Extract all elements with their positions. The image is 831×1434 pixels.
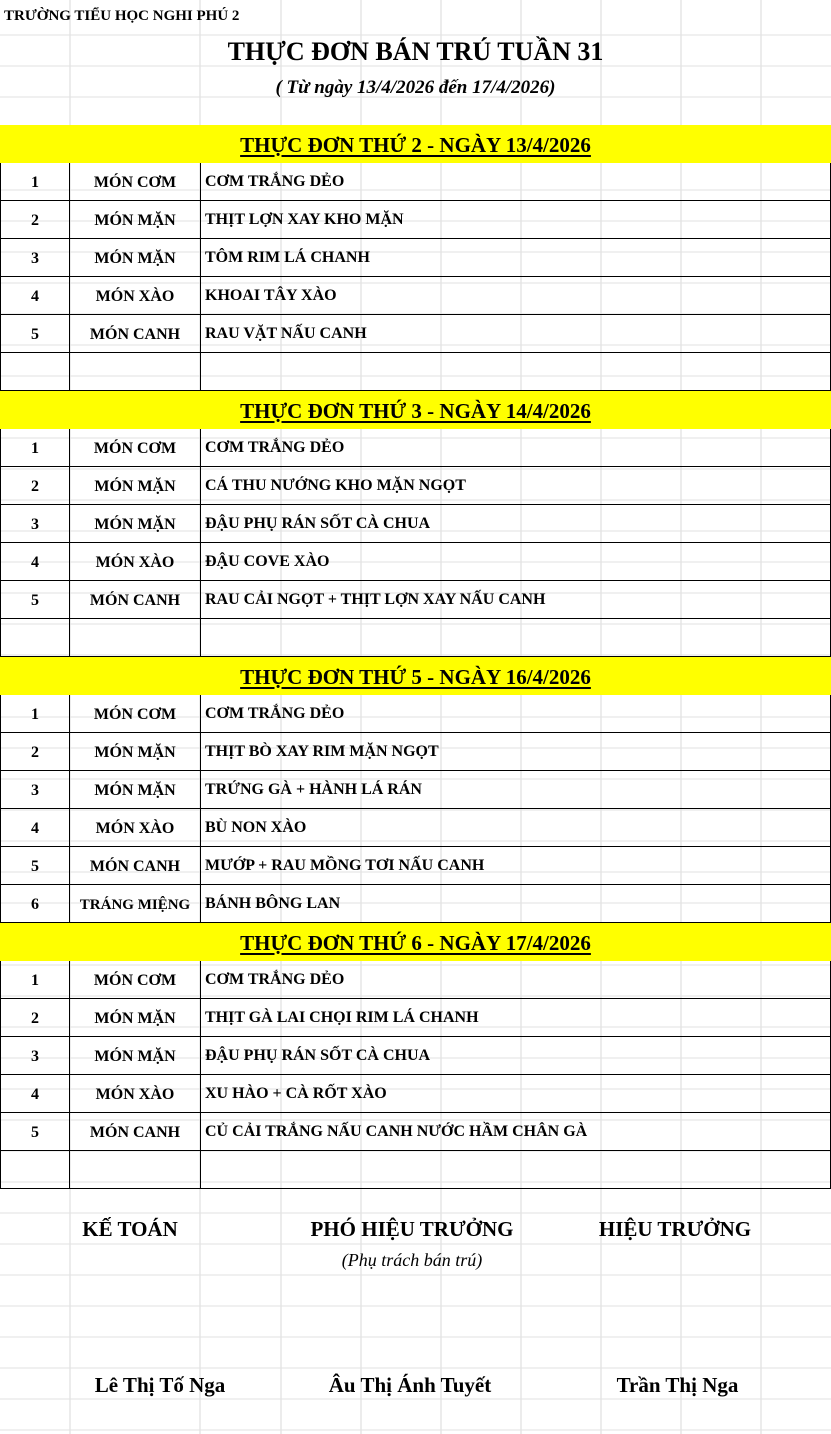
table-row: 5 MÓN CANH MƯỚP + RAU MỒNG TƠI NẤU CANH [0, 847, 831, 885]
vice-principal-note: (Phụ trách bán trú) [341, 1250, 483, 1270]
vice-principal-role: PHÓ HIỆU TRƯỞNG [310, 1217, 514, 1241]
accountant-name: Lê Thị Tố Nga [94, 1373, 226, 1397]
table-row: 5 MÓN CANH RAU CẢI NGỌT + THỊT LỢN XAY NẤU CANH [0, 581, 831, 619]
table-row: 4 MÓN XÀO BÙ NON XÀO [0, 809, 831, 847]
table-row-empty [0, 353, 831, 391]
day-header-tuesday: THỰC ĐƠN THỨ 3 - NGÀY 14/4/2026 [0, 391, 831, 429]
table-row: 3 MÓN MẶN ĐẬU PHỤ RÁN SỐT CÀ CHUA [0, 505, 831, 543]
table-row: 3 MÓN MẶN TRỨNG GÀ + HÀNH LÁ RÁN [0, 771, 831, 809]
table-row: 1 MÓN CƠM CƠM TRẮNG DẺO [0, 429, 831, 467]
table-row: 4 MÓN XÀO KHOAI TÂY XÀO [0, 277, 831, 315]
principal-role: HIỆU TRƯỞNG [598, 1217, 752, 1241]
principal-name: Trần Thị Nga [616, 1373, 739, 1397]
day-header-friday: THỰC ĐƠN THỨ 6 - NGÀY 17/4/2026 [0, 923, 831, 961]
table-row: 3 MÓN MẶN ĐẬU PHỤ RÁN SỐT CÀ CHUA [0, 1037, 831, 1075]
accountant-role: KẾ TOÁN [82, 1217, 178, 1241]
table-row-empty [0, 1151, 831, 1189]
table-row: 2 MÓN MẶN THỊT BÒ XAY RIM MẶN NGỌT [0, 733, 831, 771]
table-row: 5 MÓN CANH CỦ CẢI TRẮNG NẤU CANH NƯỚC HẦM CHÂN GÀ [0, 1113, 831, 1151]
vice-principal-name: Âu Thị Ánh Tuyết [328, 1373, 492, 1397]
day-header-thursday: THỰC ĐƠN THỨ 5 - NGÀY 16/4/2026 [0, 657, 831, 695]
table-row: 1 MÓN CƠM CƠM TRẮNG DẺO [0, 163, 831, 201]
table-row-empty [0, 619, 831, 657]
table-row: 1 MÓN CƠM CƠM TRẮNG DẺO [0, 695, 831, 733]
table-row: 6 TRÁNG MIỆNG BÁNH BÔNG LAN [0, 885, 831, 923]
menu-title: THỰC ĐƠN BÁN TRÚ TUẦN 31 [227, 37, 604, 66]
table-row: 2 MÓN MẶN THỊT LỢN XAY KHO MẶN [0, 201, 831, 239]
table-row: 4 MÓN XÀO ĐẬU COVE XÀO [0, 543, 831, 581]
table-row: 2 MÓN MẶN THỊT GÀ LAI CHỌI RIM LÁ CHANH [0, 999, 831, 1037]
table-row: 1 MÓN CƠM CƠM TRẮNG DẺO [0, 961, 831, 999]
school-name: TRƯỜNG TIỂU HỌC NGHI PHÚ 2 [4, 8, 240, 24]
date-range: ( Từ ngày 13/4/2026 đến 17/4/2026) [275, 77, 556, 98]
day-header-monday: THỰC ĐƠN THỨ 2 - NGÀY 13/4/2026 [0, 125, 831, 163]
table-row: 5 MÓN CANH RAU VẶT NẤU CANH [0, 315, 831, 353]
table-row: 3 MÓN MẶN TÔM RIM LÁ CHANH [0, 239, 831, 277]
table-row: 2 MÓN MẶN CÁ THU NƯỚNG KHO MẶN NGỌT [0, 467, 831, 505]
table-row: 4 MÓN XÀO XU HÀO + CÀ RỐT XÀO [0, 1075, 831, 1113]
